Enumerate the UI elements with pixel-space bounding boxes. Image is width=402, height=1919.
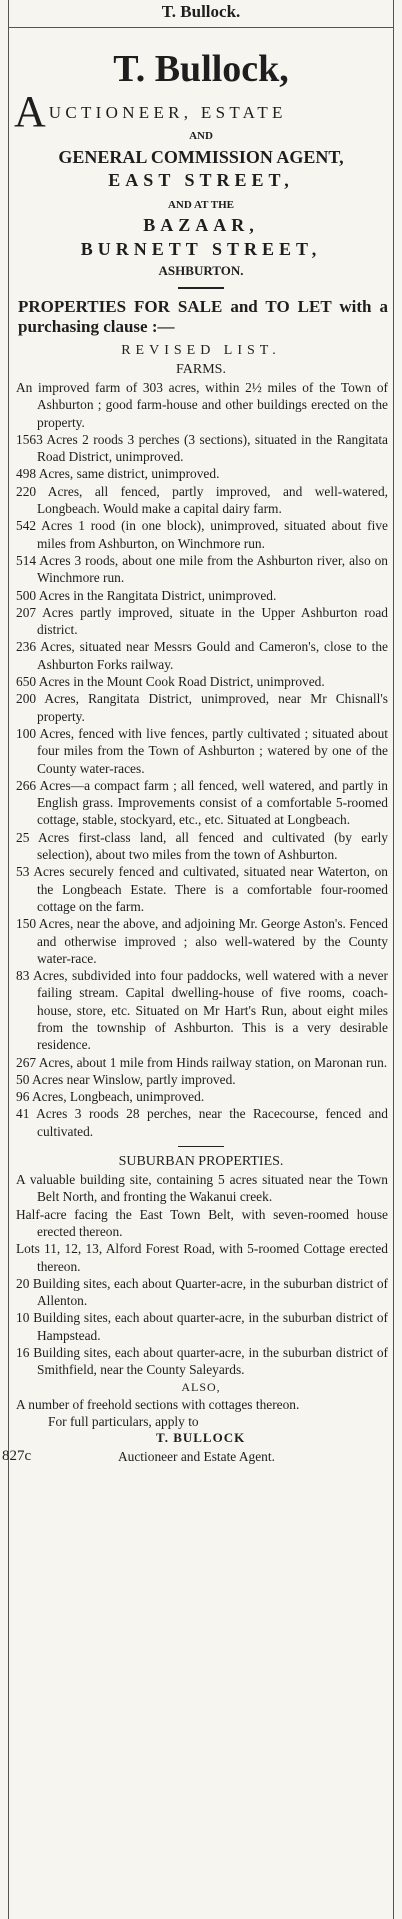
advertisement (2, 48, 394, 1468)
suburban-listing: A valuable building site, containing 5 acres situated near the Town Belt North, and fronting the Wakanui creek. (16, 1172, 388, 1205)
ad-code: 827c (2, 1447, 32, 1464)
farm-listing: 96 Acres, Longbeach, unimproved. (16, 1089, 205, 1105)
auctioneer-text: UCTIONEER, ESTATE (48, 103, 287, 122)
farm-listing: 53 Acres securely fenced and cultivated, situated near Waterton, on the Longbeach Estate. There is a comfortable four-roomed cottage on the farm. (16, 864, 388, 914)
farm-listing: 200 Acres, Rangitata District, unimproved, near Mr Chisnall's property. (16, 691, 388, 724)
general-agent-line: GENERAL COMMISSION AGENT, (58, 147, 344, 167)
bazaar-line: BAZAAR, (143, 215, 259, 235)
signature-role: Auctioneer and Estate Agent. (118, 1448, 275, 1464)
suburban-listing: Half-acre facing the East Town Belt, with seven-roomed house erected thereon. (16, 1206, 388, 1239)
farm-listing: 500 Acres in the Rangitata District, unimproved. (16, 587, 277, 603)
farm-listing: 50 Acres near Winslow, partly improved. (16, 1071, 236, 1087)
farm-listing: 514 Acres 3 roods, about one mile from the Ashburton river, also on Winchmore run. (16, 552, 388, 586)
drop-cap: A (14, 87, 46, 136)
farm-listing: 1563 Acres 2 roods 3 perches (3 sections), situated in the Rangitata Road District, unimproved. (16, 431, 388, 465)
farm-listing: 83 Acres, subdivided into four paddocks, well watered with a never failing stream. Capital dwelling-house of five rooms, coach-house, store, etc. Situated on Mr Hart's Run, about eight miles from the township of Ashburton. This is a very desirable residence. (16, 968, 388, 1053)
header-tab-label: T. Bullock. (161, 2, 241, 21)
also-line: ALSO, (181, 1379, 221, 1394)
farm-listing: 41 Acres 3 roods 28 perches, near the Racecourse, fenced and cultivated. (16, 1106, 388, 1139)
right-column-rule (393, 0, 394, 1919)
full-particulars-line: For full particulars, apply to (48, 1413, 199, 1429)
farm-listing: An improved farm of 303 acres, within 2½ miles of the Town of Ashburton ; good farm-house and other buildings erected on the property. (16, 380, 388, 430)
farm-listing: 220 Acres, all fenced, partly improved, and well-watered, Longbeach. Would make a capital dairy farm. (16, 483, 388, 517)
suburban-heading: SUBURBAN PROPERTIES. (118, 1154, 284, 1170)
farm-listing: 236 Acres, situated near Messrs Gould and Cameron's, close to the Ashburton Forks railway. (16, 639, 388, 672)
newspaper-page (2, 0, 394, 1919)
revised-list-heading: REVISED LIST. (121, 343, 281, 358)
farms-list (8, 379, 394, 1140)
farms-heading: FARMS. (176, 362, 226, 377)
suburban-listing: 20 Building sites, each about Quarter-acre, in the suburban district of Allenton. (16, 1275, 388, 1309)
suburban-listing: 16 Building sites, each about quarter-acre, in the suburban district of Smithfield, near the County Saleyards. (16, 1345, 388, 1378)
burnett-street-line: BURNETT STREET, (80, 239, 322, 259)
signature-name: T. BULLOCK (156, 1429, 246, 1445)
and-at-the-line: AND AT THE (167, 199, 235, 211)
heading-rule (178, 287, 224, 289)
header-bar (8, 0, 394, 28)
suburban-listing: 10 Building sites, each about quarter-acre, in the suburban district of Hampstead. (16, 1310, 388, 1343)
farm-listing: 498 Acres, same district, unimproved. (16, 466, 220, 482)
suburban-listing: Lots 11, 12, 13, Alford Forest Road, with 5-roomed Cottage erected thereon. (16, 1241, 388, 1274)
properties-heading: PROPERTIES FOR SALE and TO LET with a purchasing clause :— (18, 297, 388, 336)
freehold-line: A number of freehold sections with cottages thereon. (16, 1396, 300, 1412)
section-rule (178, 1146, 224, 1147)
signature-row (2, 1446, 394, 1468)
farm-listing: 207 Acres partly improved, situate in the Upper Ashburton road district. (16, 604, 388, 638)
east-street-line: EAST STREET, (108, 170, 294, 190)
advert-title: T. Bullock, (113, 48, 289, 90)
farm-listing: 150 Acres, near the above, and adjoining Mr. George Aston's. Fenced and otherwise improved ; also well-watered by the County water-race. (16, 916, 388, 966)
and-line: AND (189, 130, 213, 142)
farm-listing: 650 Acres in the Mount Cook Road District, unimproved. (16, 674, 325, 690)
suburban-list (8, 1171, 394, 1379)
farm-listing: 25 Acres first-class land, all fenced and cultivated (by early selection), about two miles from the town of Ashburton. (16, 829, 388, 863)
farm-listing: 100 Acres, fenced with live fences, partly cultivated ; situated about four miles from the Town of Ashburton ; watered by one of the County water-races. (16, 725, 388, 776)
farm-listing: 266 Acres—a compact farm ; all fenced, well watered, and partly in English grass. Improvements consist of a comfortable 5-roomed cottage, stable, stockyard, etc., etc. Situated at Longbeach. (16, 777, 388, 828)
town-line: ASHBURTON. (158, 263, 244, 278)
farm-listing: 542 Acres 1 rood (in one block), unimproved, situated about five miles from Ashburton, on Winchmore run. (16, 518, 388, 551)
farm-listing: 267 Acres, about 1 mile from Hinds railway station, on Maronan run. (16, 1054, 388, 1070)
left-column-rule (8, 0, 9, 1919)
